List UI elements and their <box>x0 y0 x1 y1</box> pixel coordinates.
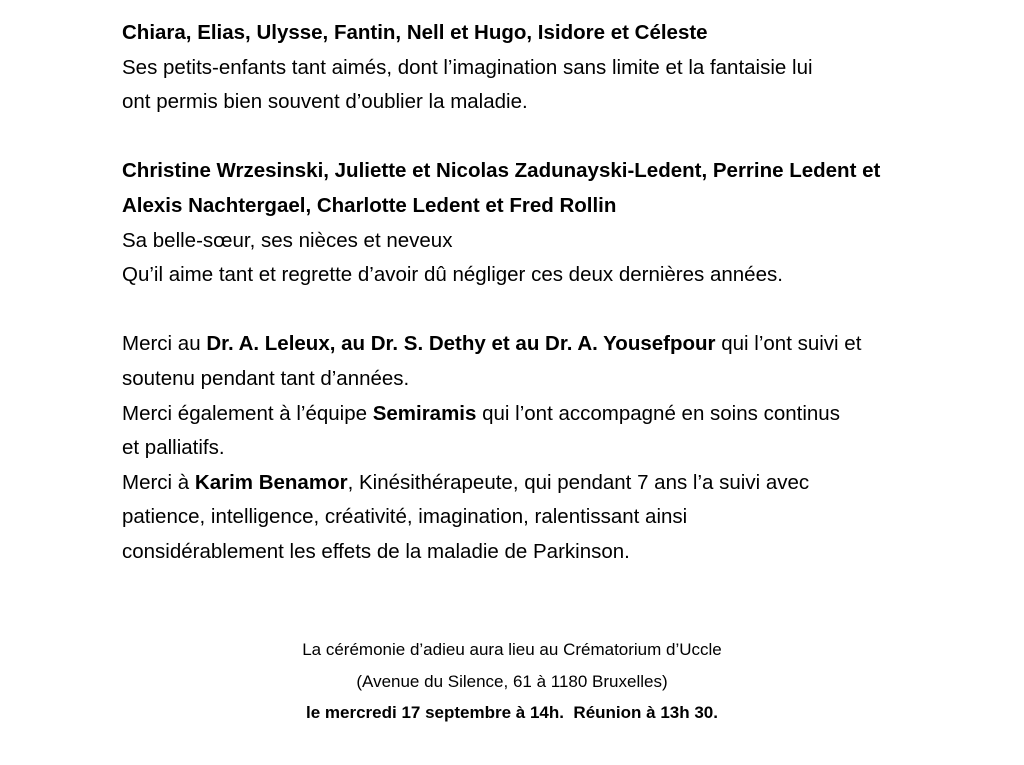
thanks-team-suffix: qui l’ont accompagné en soins continus <box>476 401 840 425</box>
paragraph-gap <box>122 293 922 328</box>
thanks-doctors-line-1 <box>122 327 922 362</box>
thanks-kine-line-1 <box>122 466 922 501</box>
ceremony-date-time: le mercredi 17 septembre à 14h. Réunion à 13h 30. <box>306 703 718 722</box>
document-body <box>122 16 922 570</box>
thanks-kine-prefix: Merci à <box>122 470 195 494</box>
thanks-team-prefix: Merci également à l’équipe <box>122 401 373 425</box>
family-text-line-1: Sa belle-sœur, ses nièces et neveux <box>122 228 453 252</box>
thanks-doctors-suffix: qui l’ont suivi et <box>715 332 862 356</box>
thanks-doctors-prefix: Merci au <box>122 332 207 356</box>
family-names-line-2: Alexis Nachtergael, Charlotte Ledent et Fred Rollin <box>122 193 617 217</box>
family-text-line-2: Qu’il aime tant et regrette d’avoir dû négliger ces deux dernières années. <box>122 263 783 287</box>
thanks-doctors-line-2: soutenu pendant tant d’années. <box>122 366 410 390</box>
doctors-names: Dr. A. Leleux, au Dr. S. Dethy et au Dr. A. Yousefpour <box>206 332 716 356</box>
thanks-kine-suffix: , Kinésithérapeute, qui pendant 7 ans l’a suivi avec <box>347 470 810 494</box>
ceremony-notice <box>0 634 1024 729</box>
thanks-kine-line-2: patience, intelligence, créativité, imagination, ralentissant ainsi <box>122 505 688 529</box>
grandchildren-text-line-2: ont permis bien souvent d’oublier la maladie. <box>122 90 528 114</box>
team-name: Semiramis <box>372 401 477 425</box>
grandchildren-text-line-1: Ses petits-enfants tant aimés, dont l’imagination sans limite et la fantaisie lui <box>122 55 813 79</box>
thanks-team-line-1 <box>122 397 922 432</box>
ceremony-location: La cérémonie d’adieu aura lieu au Crématorium d’Uccle <box>302 640 722 659</box>
ceremony-address: (Avenue du Silence, 61 à 1180 Bruxelles) <box>356 671 668 691</box>
paragraph-gap <box>122 120 922 155</box>
thanks-kine-line-3: considérablement les effets de la maladie de Parkinson. <box>122 539 630 563</box>
family-names-line-1: Christine Wrzesinski, Juliette et Nicolas Zadunayski-Ledent, Perrine Ledent et <box>122 159 881 183</box>
grandchildren-names: Chiara, Elias, Ulysse, Fantin, Nell et Hugo, Isidore et Céleste <box>122 21 708 44</box>
kine-name: Karim Benamor <box>194 470 348 494</box>
thanks-team-line-2: et palliatifs. <box>122 436 225 460</box>
